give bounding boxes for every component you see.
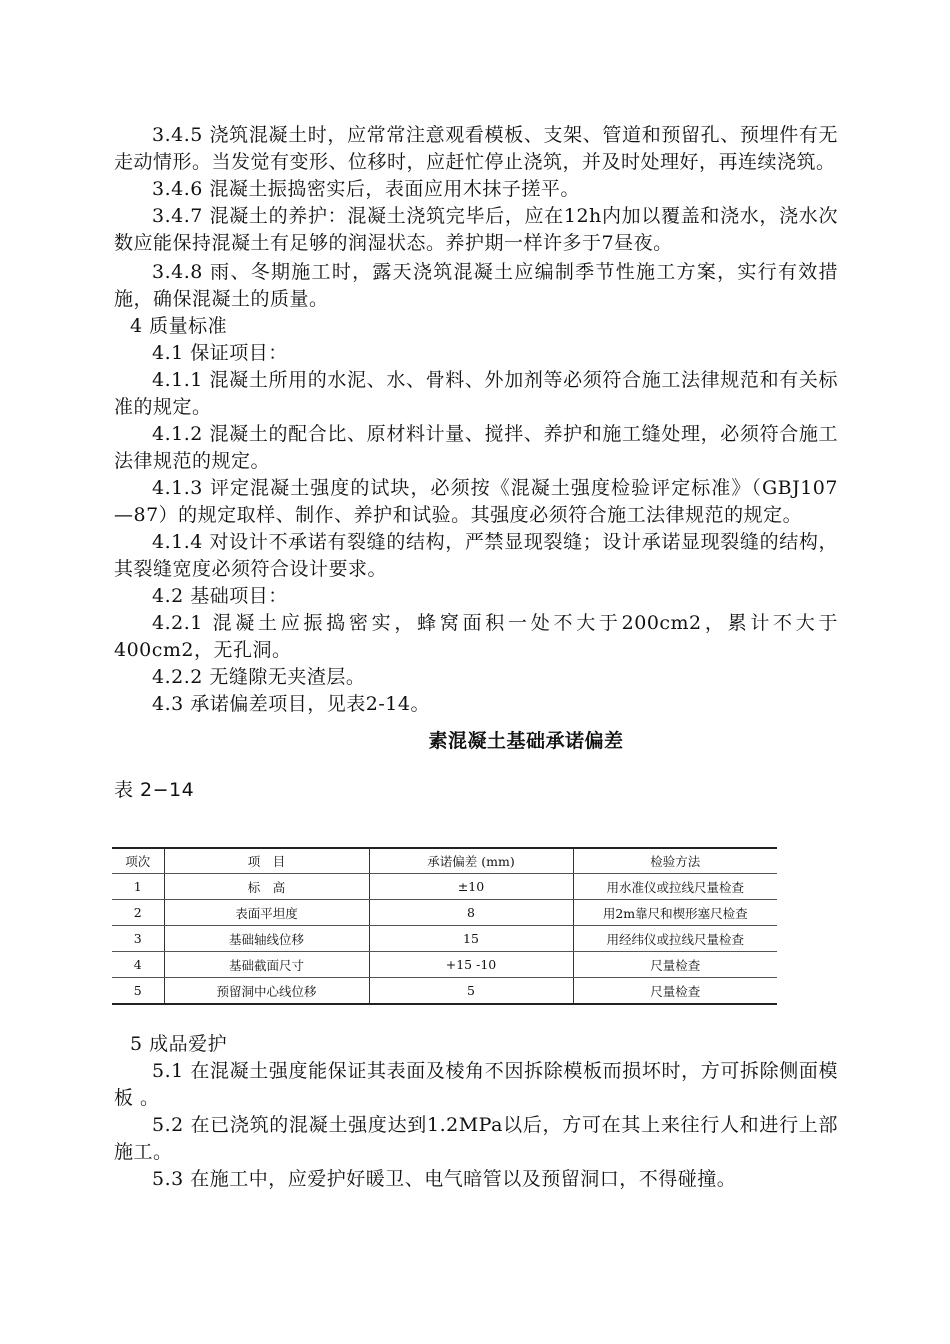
table-cell: 4 [112, 952, 164, 978]
table-row [112, 926, 777, 952]
table-header-row [112, 848, 777, 874]
paragraph-4-2-1: 4.2.1 混凝土应振捣密实，蜂窝面积一处不大于200cm2，累计不大于400cm2，无孔洞。 [114, 612, 838, 661]
paragraph-4-1-4: 4.1.4 对设计不承诺有裂缝的结构，严禁显现裂缝；设计承诺显现裂缝的结构，其裂缝宽度必须符合设计要求。 [114, 531, 838, 580]
table-cell: 标 高 [164, 874, 369, 900]
table-cell: 用经纬仪或拉线尺量检查 [573, 926, 777, 952]
paragraph-3-4-6: 3.4.6 混凝土振捣密实后，表面应用木抹子搓平。 [152, 178, 580, 200]
paragraph-4-1-1: 4.1.1 混凝土所用的水泥、水、骨料、外加剂等必须符合施工法律规范和有关标准的规定。 [114, 369, 838, 418]
table-cell: 2 [112, 900, 164, 926]
table-cell: 尺量检查 [573, 952, 777, 978]
paragraph-4-3: 4.3 承诺偏差项目，见表2-14。 [152, 693, 430, 715]
paragraph-5-1: 5.1 在混凝土强度能保证其表面及棱角不因拆除模板而损坏时，方可拆除侧面模板 。 [114, 1060, 838, 1109]
table-header-cell: 项 目 [164, 848, 369, 874]
table-row [112, 978, 777, 1005]
table-title: 素混凝土基础承诺偏差 [428, 730, 624, 752]
paragraph-4-1-2: 4.1.2 混凝土的配合比、原材料计量、搅拌、养护和施工缝处理，必须符合施工法律规范的规定。 [114, 423, 838, 472]
table-header-cell: 项次 [112, 848, 164, 874]
table-cell: +15 -10 [369, 952, 573, 978]
table-cell: 用水准仪或拉线尺量检查 [573, 874, 777, 900]
paragraph-3-4-5: 3.4.5 浇筑混凝土时，应常常注意观看模板、支架、管道和预留孔、预埋件有无走动情形。当发觉有变形、位移时，应赶忙停止浇筑，并及时处理好，再连续浇筑。 [114, 124, 838, 173]
table-cell: 预留洞中心线位移 [164, 978, 369, 1005]
paragraph-3-4-8: 3.4.8 雨、冬期施工时，露天浇筑混凝土应编制季节性施工方案，实行有效措施，确保混凝土的质量。 [114, 261, 838, 310]
table-cell: 表面平坦度 [164, 900, 369, 926]
table-cell: 15 [369, 926, 573, 952]
table-row [112, 900, 777, 926]
table-cell: 用2m靠尺和楔形塞尺检查 [573, 900, 777, 926]
table-cell: 5 [369, 978, 573, 1005]
deviation-table [112, 847, 777, 1005]
paragraph-4-1-3: 4.1.3 评定混凝土强度的试块，必须按《混凝土强度检验评定标准》（GBJ107—87）的规定取样、制作、养护和试验。其强度必须符合施工法律规范的规定。 [114, 477, 838, 526]
table-cell: ±10 [369, 874, 573, 900]
table-row [112, 952, 777, 978]
table-header-cell: 承诺偏差 (mm) [369, 848, 573, 874]
table-header-cell: 检验方法 [573, 848, 777, 874]
paragraph-4-2-2: 4.2.2 无缝隙无夹渣层。 [152, 666, 366, 688]
document-body [114, 122, 838, 804]
paragraph-5-2: 5.2 在已浇筑的混凝土强度达到1.2MPa以后，方可在其上来往行人和进行上部施工。 [114, 1114, 838, 1163]
table-cell: 1 [112, 874, 164, 900]
table-cell: 3 [112, 926, 164, 952]
table-cell: 基础截面尺寸 [164, 952, 369, 978]
paragraph-4-2: 4.2 基础项目： [152, 585, 288, 607]
table-cell: 8 [369, 900, 573, 926]
paragraph-5-3: 5.3 在施工中，应爱护好暖卫、电气暗管以及预留洞口，不得碰撞。 [152, 1168, 737, 1190]
paragraph-3-4-7: 3.4.7 混凝土的养护：混凝土浇筑完毕后，应在12h内加以覆盖和浇水，浇水次数应能保持混凝土有足够的润湿状态。养护期一样许多于7昼夜。 [114, 205, 838, 254]
table-row [112, 874, 777, 900]
section-5-body [114, 1031, 838, 1193]
paragraph-4-1: 4.1 保证项目： [152, 342, 288, 364]
heading-quality-standard: 4 质量标准 [130, 315, 228, 337]
table-cell: 5 [112, 978, 164, 1005]
heading-product-protection: 5 成品爱护 [130, 1033, 228, 1055]
table-number: 表 2−14 [114, 779, 195, 801]
table-cell: 基础轴线位移 [164, 926, 369, 952]
table-cell: 尺量检查 [573, 978, 777, 1005]
